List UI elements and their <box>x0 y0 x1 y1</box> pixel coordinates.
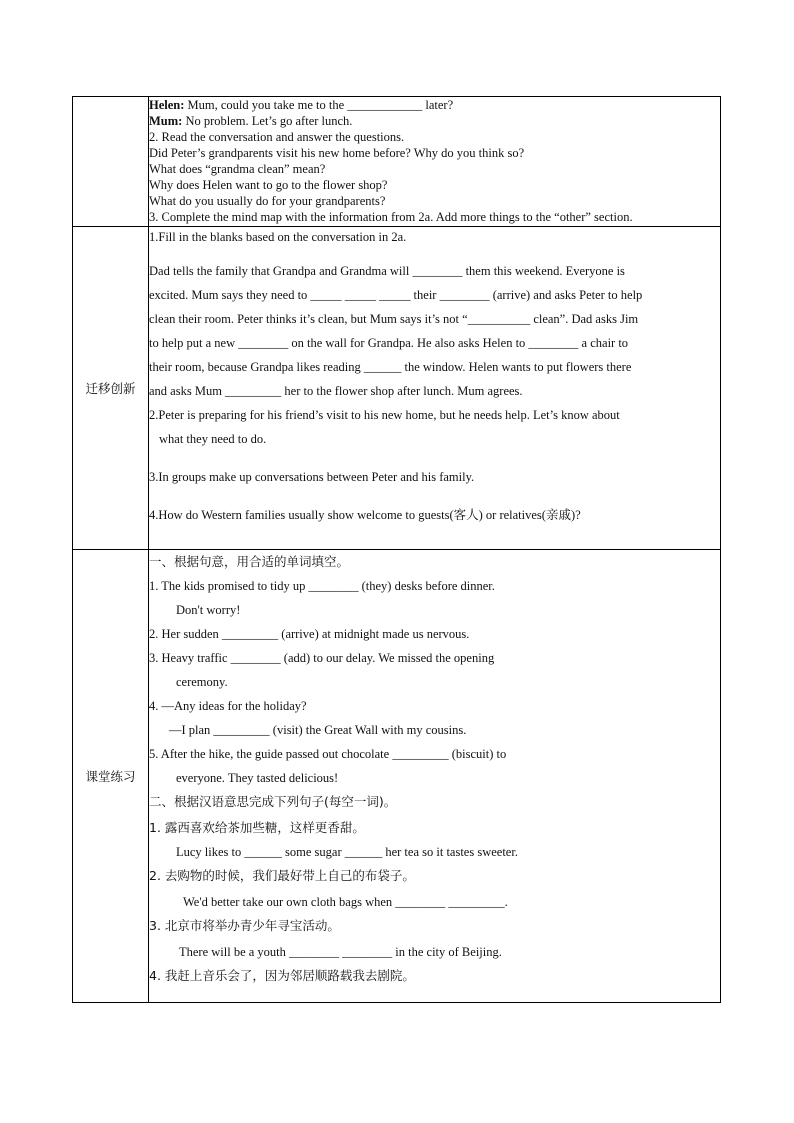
helen-text: Mum, could you take me to the ____________ later? <box>184 98 454 112</box>
exercise-4-answer: —I plan _________ (visit) the Great Wall with my cousins. <box>169 723 467 737</box>
question-2: What does “grandma clean” mean? <box>149 162 326 176</box>
task-2-instruction: 2. Read the conversation and answer the questions. <box>149 130 405 144</box>
task-4-prompt: 4.How do Western families usually show welcome to guests(客人) or relatives(亲戚)? <box>149 508 581 522</box>
passage-line-1: Dad tells the family that Grandpa and Grandma will ________ them this weekend. Everyone is <box>149 264 625 278</box>
conversation-cell <box>149 97 721 227</box>
exercise-4: 4. —Any ideas for the holiday? <box>149 699 307 713</box>
row-label-transfer: 迁移创新 <box>73 227 149 550</box>
conversation-row <box>73 97 721 227</box>
question-3: Why does Helen want to go to the flower shop? <box>149 178 388 192</box>
question-1: Did Peter’s grandparents visit his new home before? Why do you think so? <box>149 146 525 160</box>
exercise-1-cont: Don't worry! <box>176 603 241 617</box>
sentence-1-english: Lucy likes to ______ some sugar ______ her tea so it tastes sweeter. <box>176 845 518 859</box>
row-label-practice: 课堂练习 <box>73 550 149 1003</box>
mum-speaker: Mum: <box>149 114 183 128</box>
sentence-2-chinese: 2. 去购物的时候，我们最好带上自己的布袋子。 <box>149 868 415 883</box>
task-3-prompt: 3.In groups make up conversations between Peter and his family. <box>149 470 475 484</box>
lesson-plan-table <box>72 96 721 1003</box>
fill-blanks-instruction: 1.Fill in the blanks based on the conversation in 2a. <box>149 230 407 244</box>
question-4: What do you usually do for your grandparents? <box>149 194 386 208</box>
sentence-3-english: There will be a youth ________ ________ in the city of Beijing. <box>179 945 502 959</box>
mum-line <box>149 113 720 129</box>
exercise-5-cont: everyone. They tasted delicious! <box>176 771 339 785</box>
passage-line-4: to help put a new ________ on the wall for Grandpa. He also asks Helen to ________ a chair to <box>149 336 629 350</box>
practice-cell <box>149 550 721 1003</box>
sentence-4-chinese: 4. 我赶上音乐会了，因为邻居顺路载我去剧院。 <box>149 968 415 983</box>
mum-text: No problem. Let’s go after lunch. <box>182 114 353 128</box>
transfer-innovation-row <box>73 227 721 550</box>
exercise-3: 3. Heavy traffic ________ (add) to our delay. We missed the opening <box>149 651 495 665</box>
passage-line-3: clean their room. Peter thinks it’s clean, but Mum says it’s not “__________ clean”. Dad asks Jim <box>149 312 639 326</box>
row-label-empty <box>73 97 149 227</box>
exercise-1: 1. The kids promised to tidy up ________ (they) desks before dinner. <box>149 579 495 593</box>
sentence-1-chinese: 1. 露西喜欢给茶加些糖，这样更香甜。 <box>149 820 365 835</box>
passage-line-5: their room, because Grandpa likes reading ______ the window. Helen wants to put flowers there <box>149 360 632 374</box>
task-2-prompt: 2.Peter is preparing for his friend’s visit to his new home, but he needs help. Let’s know about <box>149 408 620 422</box>
passage-line-2: excited. Mum says they need to _____ _____ _____ their ________ (arrive) and asks Peter to help <box>149 288 643 302</box>
section-2-heading: 二、根据汉语意思完成下列句子(每空一词)。 <box>149 794 397 809</box>
exercise-2: 2. Her sudden _________ (arrive) at midnight made us nervous. <box>149 627 470 641</box>
exercise-5: 5. After the hike, the guide passed out chocolate _________ (biscuit) to <box>149 747 507 761</box>
passage-line-6: and asks Mum _________ her to the flower shop after lunch. Mum agrees. <box>149 384 523 398</box>
task-3-instruction: 3. Complete the mind map with the information from 2a. Add more things to the “other” section. <box>149 210 633 224</box>
classroom-practice-row <box>73 550 721 1003</box>
sentence-2-english: We'd better take our own cloth bags when ________ _________. <box>183 895 508 909</box>
sentence-3-chinese: 3. 北京市将举办青少年寻宝活动。 <box>149 918 340 933</box>
transfer-cell <box>149 227 721 550</box>
helen-speaker: Helen: <box>149 98 185 112</box>
section-1-heading: 一、根据句意，用合适的单词填空。 <box>149 554 350 569</box>
exercise-3-cont: ceremony. <box>176 675 228 689</box>
helen-line <box>149 97 720 113</box>
task-2-prompt-cont: what they need to do. <box>159 432 267 446</box>
